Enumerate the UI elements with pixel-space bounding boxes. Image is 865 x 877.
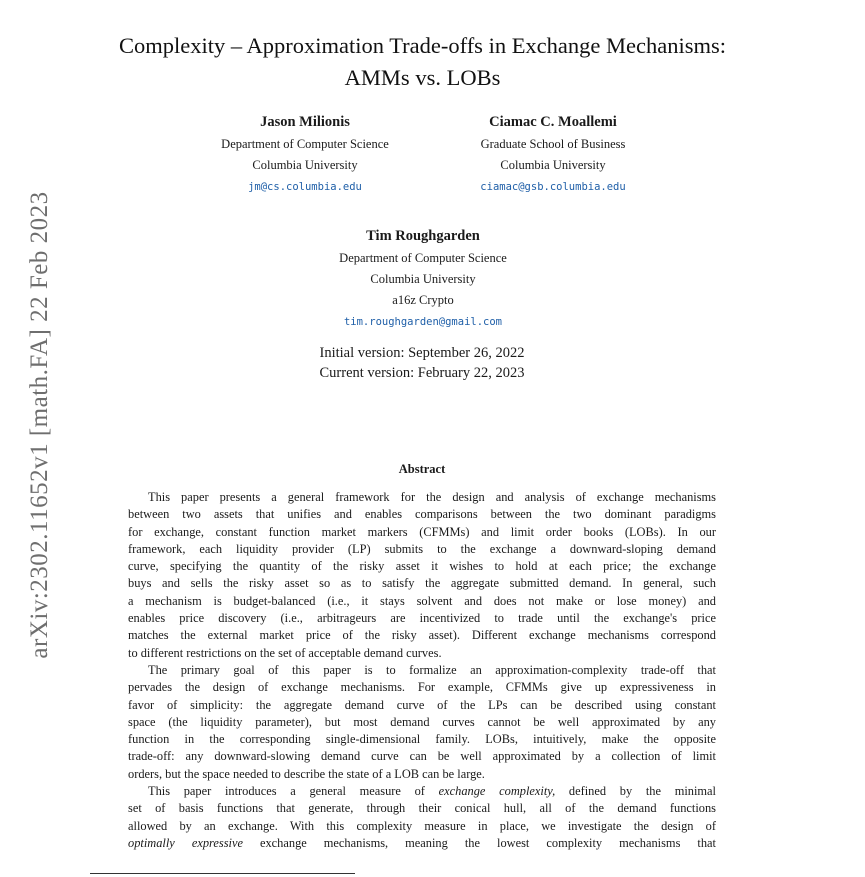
version-info (272, 343, 572, 383)
abstract-emphasis: optimally expressive (128, 835, 243, 850)
abstract-text: This paper introduces a general measure of (148, 784, 439, 799)
footnote-divider (90, 873, 355, 874)
abstract-line: This paper presents a general framework for the design and analysis of exchange mechanisms (148, 490, 716, 504)
abstract-text: exchange mechanisms, meaning the lowest complexity mechanisms that (242, 835, 716, 850)
initial-version: Initial version: September 26, 2022 (319, 345, 525, 361)
abstract-line: enables price discovery (i.e., arbitrageurs are incentivized to trade until the exchange's price (128, 611, 716, 626)
abstract-line: space (the liquidity parameter), but most demand curves cannot be well approximated by any (128, 714, 716, 729)
abstract-line: matches the external market price of the risky asset). Different exchange mechanisms correspond (128, 628, 716, 643)
author-email-link[interactable]: ciamac@gsb.columbia.edu (480, 181, 626, 193)
abstract-line: function in the corresponding single-dimensional family. LOBs, intuitively, make the opposite (128, 732, 716, 747)
abstract-line: allowed by an exchange. With this complexity measure in place, we investigate the design of (128, 818, 716, 833)
abstract-line: to different restrictions on the set of acceptable demand curves. (128, 645, 442, 660)
arxiv-identifier: arXiv:2302.11652v1 [math.FA] 22 Feb 2023 (26, 191, 53, 659)
abstract-line: framework, each liquidity provider (LP) submits to the exchange a downward-sloping demand (128, 541, 716, 556)
abstract-line: trade-off: any downward-slowing demand curve can be well approximated by a collection of limit (128, 749, 716, 764)
author-department: Graduate School of Business (480, 137, 626, 151)
title-line-1: Complexity – Approximation Trade-offs in Exchange Mechanisms: (118, 33, 727, 58)
author-name: Jason Milionis (260, 114, 350, 130)
abstract-heading: Abstract (398, 462, 446, 476)
author-department: Department of Computer Science (339, 251, 507, 265)
author-email-link[interactable]: jm@cs.columbia.edu (248, 181, 362, 193)
abstract-line (128, 835, 716, 852)
author-block-milionis (195, 110, 415, 198)
abstract-line: set of basis functions that generate, through their conical hull, all of the demand functions (128, 801, 716, 816)
abstract-body (128, 489, 716, 852)
author-name: Ciamac C. Moallemi (489, 114, 617, 130)
abstract-line: orders, but the space needed to describe the state of a LOB can be large. (128, 766, 485, 781)
abstract-line: buys and sells the risky asset so as to satisfy the aggregate submitted demand. In general, such (128, 576, 716, 591)
author-institution: Columbia University (500, 158, 606, 172)
abstract-line: pervades the design of exchange mechanisms. For example, CFMMs give up expressiveness in (128, 680, 716, 695)
current-version: Current version: February 22, 2023 (319, 365, 525, 381)
abstract-text: defined by the minimal (555, 784, 716, 799)
author-institution: Columbia University (252, 158, 358, 172)
author-email-link[interactable]: tim.roughgarden@gmail.com (343, 316, 503, 328)
author-block-roughgarden (311, 224, 535, 333)
abstract-line: favor of simplicity: the aggregate demand curve of the LPs can be described using constant (128, 697, 716, 712)
abstract-line: a mechanism is budget-balanced (i.e., it stays solvent and does not make or lose money) and (128, 593, 716, 608)
author-department: Department of Computer Science (221, 137, 389, 151)
paper-title (90, 30, 755, 94)
abstract-line: The primary goal of this paper is to formalize an approximation-complexity trade-off that (148, 662, 716, 677)
abstract-emphasis: exchange complexity, (438, 784, 556, 799)
abstract-line: for exchange, constant function market markers (CFMMs) and limit order books (LOBs). In our (128, 524, 716, 539)
abstract-line (128, 783, 716, 800)
author-institution: Columbia University (370, 272, 476, 286)
abstract-line: curve, specifying the quantity of the risky asset it wishes to hold at each price; the exchange (128, 559, 716, 574)
abstract-line: between two assets that unifies and enables comparisons between the two dominant paradigms (128, 507, 716, 522)
author-name: Tim Roughgarden (366, 228, 480, 244)
author-block-moallemi (443, 110, 663, 198)
author-affiliation: a16z Crypto (392, 293, 454, 307)
title-line-2: AMMs vs. LOBs (344, 65, 501, 90)
